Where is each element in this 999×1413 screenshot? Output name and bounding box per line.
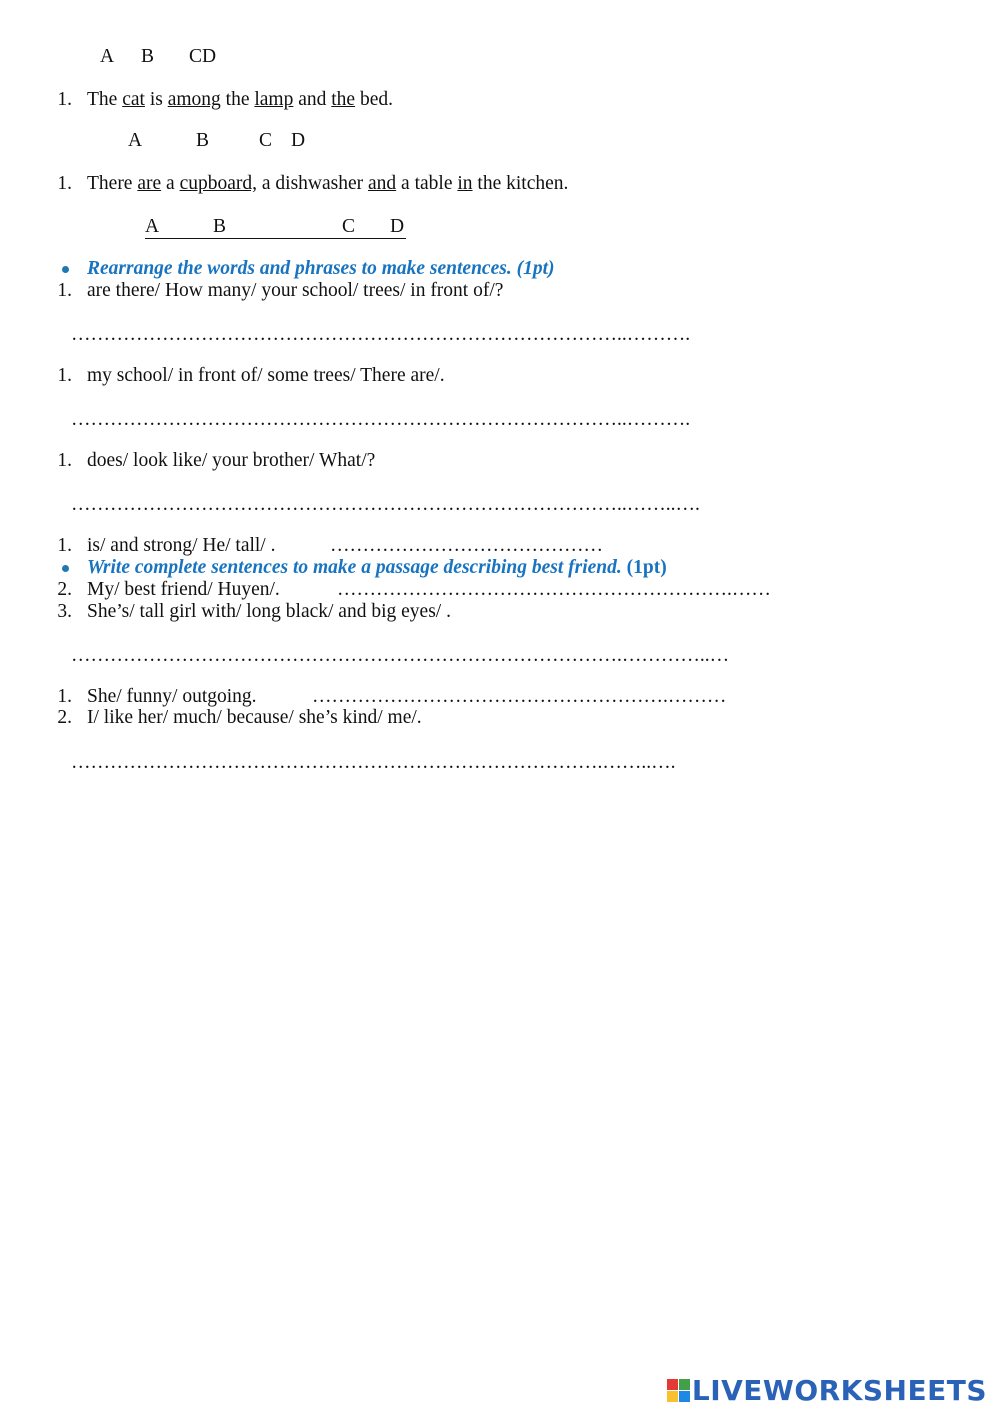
s2-item2-prompt: She’s/ tall girl with/ long black/ and big eyes/ . [87, 601, 451, 622]
s1-item1-prompt: are there/ How many/ your school/ trees/ in front of/? [87, 280, 504, 301]
s2-item2-number: 3. [57, 601, 72, 622]
mc2-sentence: The cat is among the lamp and the bed. [87, 89, 393, 110]
mc2-letter-b: B [196, 130, 210, 151]
logo-text: LIVEWORKSHEETS [691, 1373, 987, 1407]
s1-item4-answer-line[interactable]: …………………………………… [330, 535, 603, 556]
mc1-letter-b: B [141, 46, 155, 67]
mc3-letters-underline [145, 238, 406, 239]
mc2-option-d: the [331, 89, 356, 110]
mc2-option-c: lamp [254, 89, 294, 110]
mc3-sentence: There are a cupboard, a dishwasher and a table in the kitchen. [87, 173, 569, 194]
section1-bullet [62, 266, 69, 273]
mc1-letter-a: A [100, 46, 115, 67]
mc2-letter-a: A [128, 130, 143, 151]
mc3-option-c: and [368, 173, 397, 194]
liveworksheets-logo [667, 1374, 987, 1406]
mc3-number: 1. [57, 173, 72, 194]
s2-item4-prompt: I/ like her/ much/ because/ she’s kind/ me/. [87, 707, 422, 728]
s1-item3-prompt: does/ look like/ your brother/ What/? [87, 450, 376, 471]
mc1-letter-cd: CD [189, 46, 217, 67]
s1-item2-number: 1. [57, 365, 72, 386]
s1-item2-answer-line[interactable]: …………………………………………………………………………..………. [71, 409, 691, 430]
s2-item4-number: 2. [57, 707, 72, 728]
s2-item1-number: 2. [57, 579, 72, 600]
s1-item1-number: 1. [57, 280, 72, 301]
section1-heading: Rearrange the words and phrases to make sentences. (1pt) [87, 258, 555, 279]
s1-item3-answer-line[interactable]: …………………………………………………………………………..……..…. [71, 494, 700, 515]
s1-item2-prompt: my school/ in front of/ some trees/ There are/. [87, 365, 445, 386]
s2-item2-answer-line[interactable]: ………………………………………………………………………….…………..… [71, 645, 730, 666]
section2-bullet [62, 565, 69, 572]
section2-heading: Write complete sentences to make a passage describing best friend. (1pt) [87, 557, 667, 578]
s2-item1-prompt: My/ best friend/ Huyen/. [87, 579, 280, 600]
s2-item3-answer-line[interactable]: ……………………………………………….……… [312, 686, 727, 707]
logo-mark-icon [667, 1379, 690, 1402]
s1-item3-number: 1. [57, 450, 72, 471]
mc2-letter-c: C [259, 130, 273, 151]
mc3-letter-b: B [213, 216, 227, 237]
mc3-option-a: are [137, 173, 162, 194]
s1-item4-number: 1. [57, 535, 72, 556]
s1-item4-prompt: is/ and strong/ He/ tall/ . [87, 535, 276, 556]
section2-points: (1pt) [626, 557, 667, 578]
mc2-number: 1. [57, 89, 72, 110]
mc3-option-d: in [457, 173, 473, 194]
mc3-letter-c: C [342, 216, 356, 237]
mc3-option-b: cupboard, [179, 173, 257, 194]
s2-item3-prompt: She/ funny/ outgoing. [87, 686, 257, 707]
s2-item1-answer-line[interactable]: …………………………………………………….…… [337, 579, 771, 600]
mc3-letter-a: A [145, 216, 160, 237]
mc2-option-b: among [167, 89, 221, 110]
s2-item4-answer-line[interactable]: ……………………………………………………………………….……..…. [71, 752, 676, 773]
mc2-letter-d: D [291, 130, 306, 151]
mc2-option-a: cat [122, 89, 145, 110]
s1-item1-answer-line[interactable]: …………………………………………………………………………..………. [71, 324, 691, 345]
s2-item3-number: 1. [57, 686, 72, 707]
mc3-letter-d: D [390, 216, 405, 237]
